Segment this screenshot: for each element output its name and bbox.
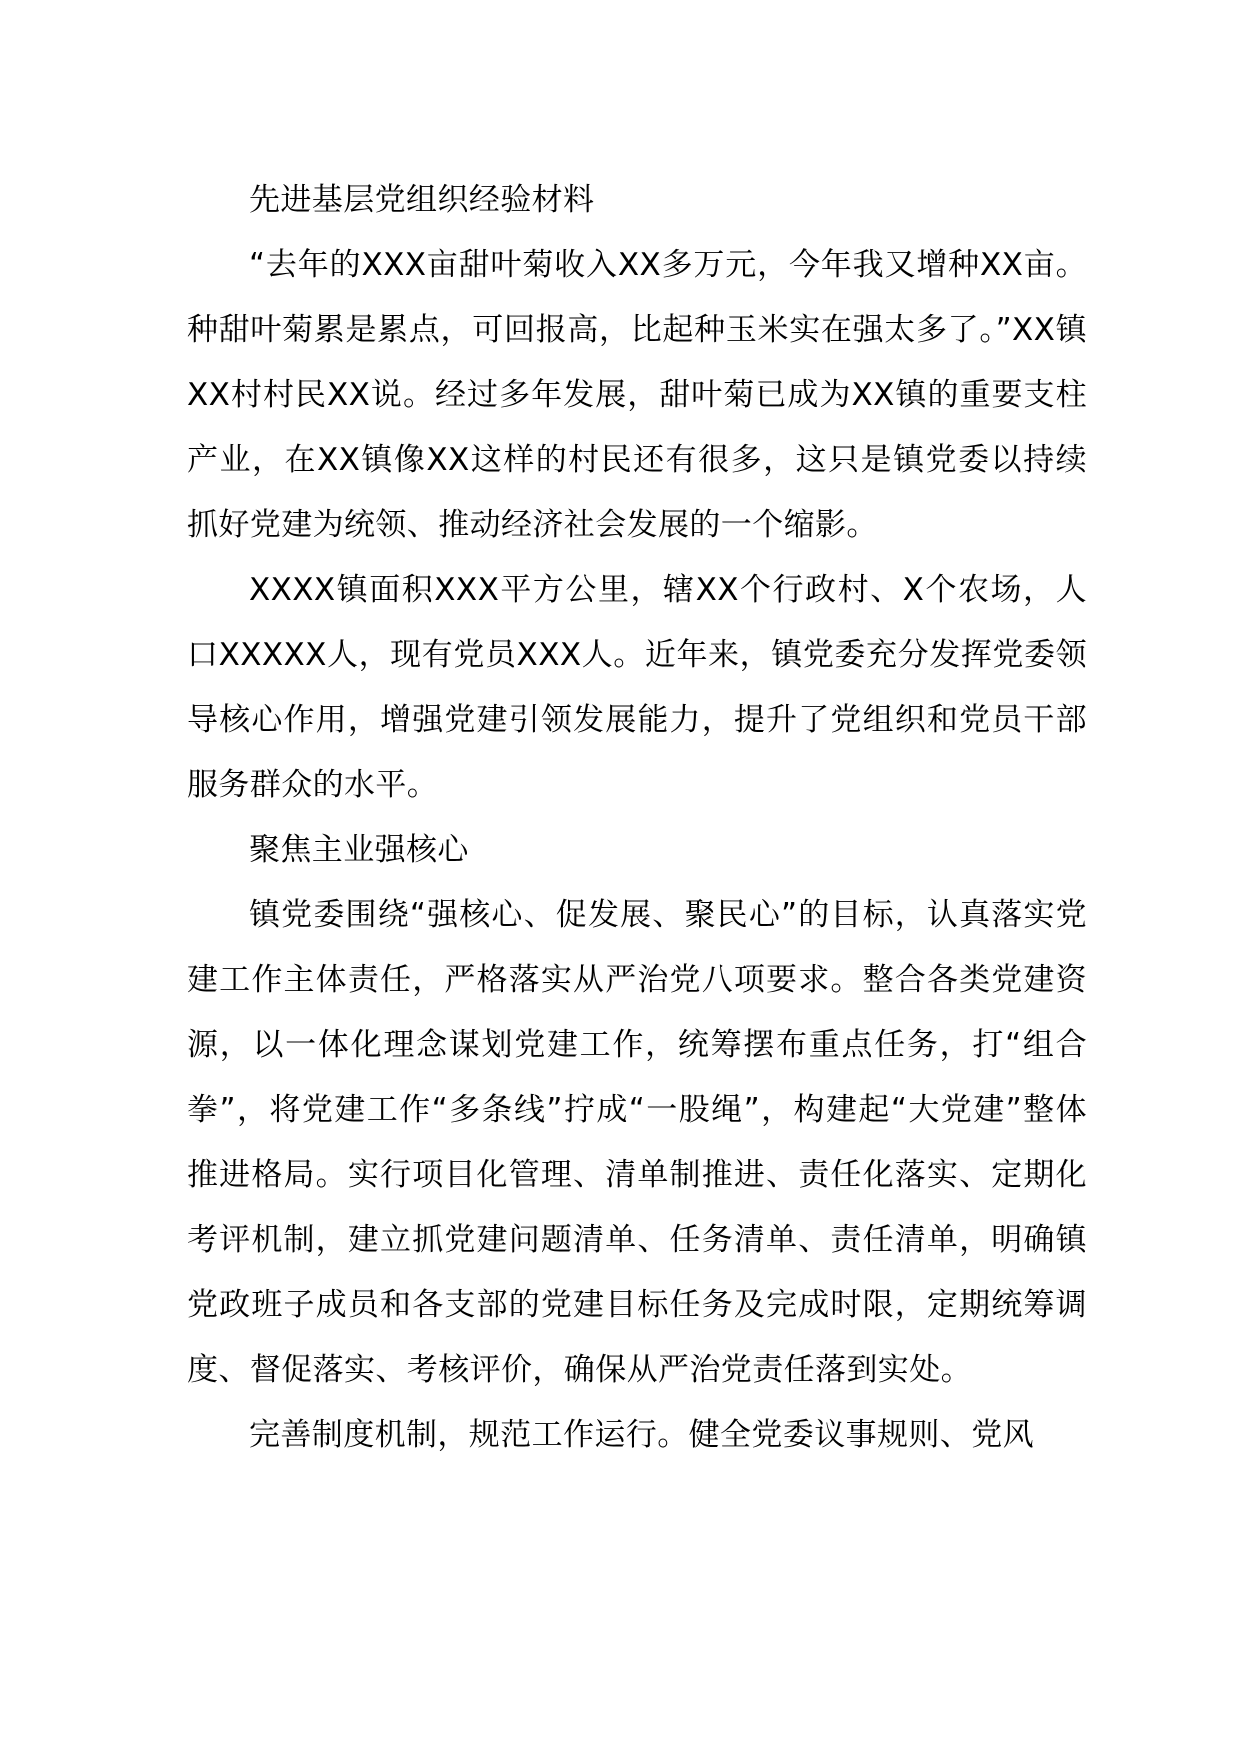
- paragraph-system-mechanism: 完善制度机制，规范工作运行。健全党委议事规则、党风: [249, 1417, 1034, 1453]
- paragraph-intro-quote: “去年的XXX亩甜叶菊收入XX多万元，今年我又增种XX亩。种甜叶菊累是累点，可回报高，比起种玉米实在强太多了。”XX镇XX村村民XX说。经过多年发展，甜叶菊已成为XX镇的重要支柱产业，在XX镇像XX这样的村民还有很多，这只是镇党委以持续抓好党建为统领、推动经济社会发展的一个缩影。: [187, 247, 1087, 543]
- paragraph-core-work: 镇党委围绕“强核心、促发展、聚民心”的目标，认真落实党建工作主体责任，严格落实从严治党八项要求。整合各类党建资源，以一体化理念谋划党建工作，统筹摆布重点任务，打“组合拳”，将党建工作“多条线”拧成“一股绳”，构建起“大党建”整体推进格局。实行项目化管理、清单制推进、责任化落实、定期化考评机制，建立抓党建问题清单、任务清单、责任清单，明确镇党政班子成员和各支部的党建目标任务及完成时限，定期统筹调度、督促落实、考核评价，确保从严治党责任落到实处。: [187, 897, 1087, 1388]
- section-heading: 聚焦主业强核心: [249, 832, 469, 868]
- document-body: [187, 168, 1087, 1468]
- document-title: 先进基层党组织经验材料: [249, 182, 595, 218]
- paragraph-town-overview: XXXX镇面积XXX平方公里，辖XX个行政村、X个农场，人口XXXXX人，现有党员XXX人。近年来，镇党委充分发挥党委领导核心作用，增强党建引领发展能力，提升了党组织和党员干部服务群众的水平。: [187, 572, 1087, 803]
